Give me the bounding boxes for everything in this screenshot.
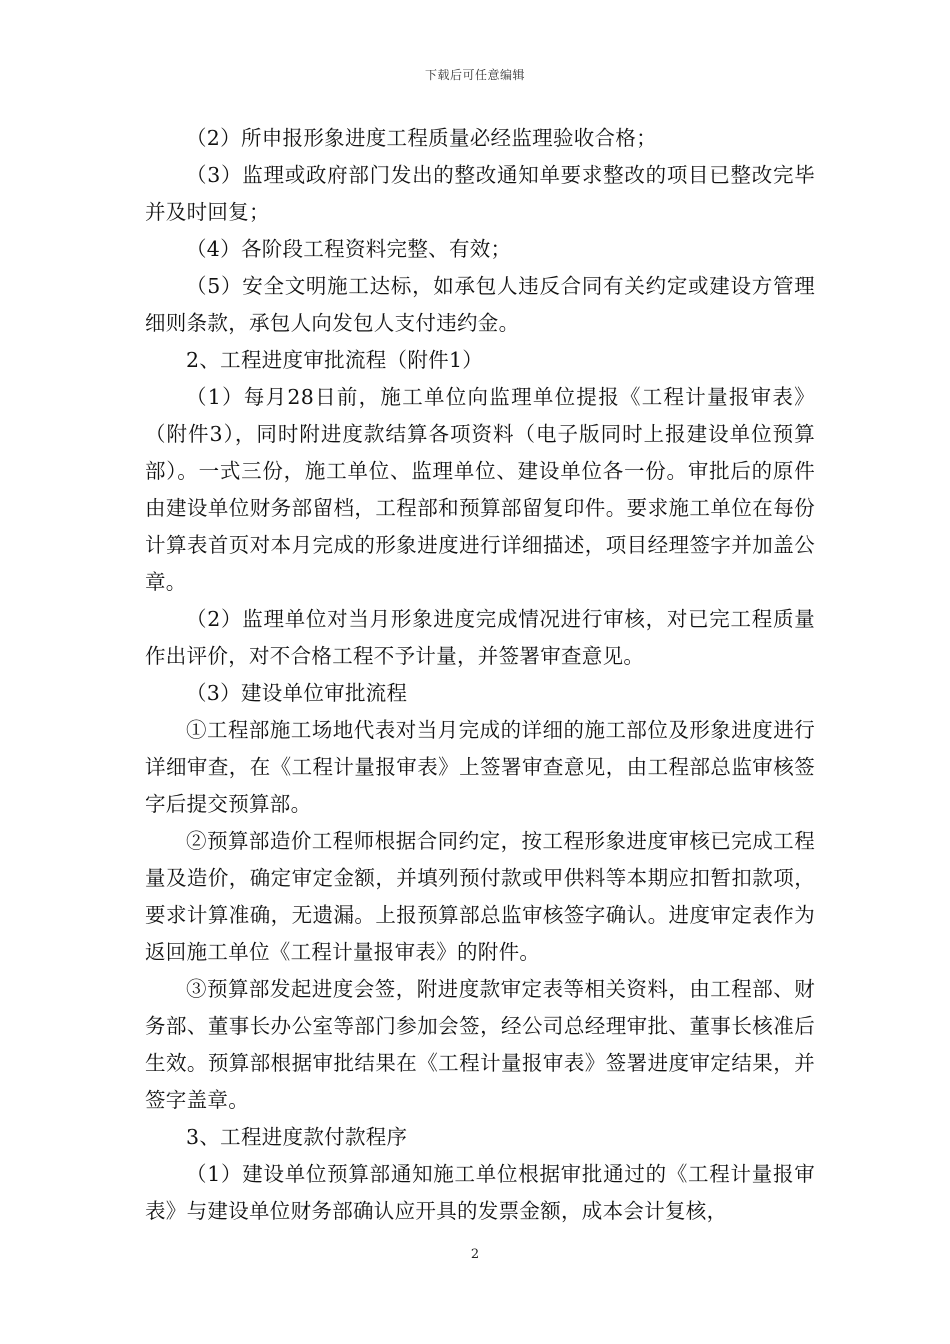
paragraph: ③预算部发起进度会签，附进度款审定表等相关资料，由工程部、财务部、董事长办公室等部门参加会签，经公司总经理审批、董事长核准后生效。预算部根据审批结果在《工程计量报审表》签署进度审定结果，并签字盖章。 bbox=[145, 977, 815, 1112]
paragraph: （1）每月28日前，施工单位向监理单位提报《工程计量报审表》（附件3），同时附进度款结算各项资料（电子版同时上报建设单位预算部）。一式三份，施工单位、监理单位、建设单位各一份。审批后的原件由建设单位财务部留档，工程部和预算部留复印件。要求施工单位在每份计算表首页对本月完成的形象进度进行详细描述，项目经理签字并加盖公章。 bbox=[145, 385, 815, 594]
section-heading: 3、工程进度款付款程序 bbox=[186, 1125, 408, 1149]
paragraph: （1）建设单位预算部通知施工单位根据审批通过的《工程计量报审表》与建设单位财务部确认应开具的发票金额，成本会计复核， bbox=[145, 1162, 815, 1223]
paragraph: （2）所申报形象进度工程质量必经监理验收合格； bbox=[186, 126, 657, 150]
document-body bbox=[145, 120, 815, 1230]
paragraph: ②预算部造价工程师根据合同约定，按工程形象进度审核已完成工程量及造价，确定审定金额，并填列预付款或甲供料等本期应扣暂扣款项，要求计算准确，无遗漏。上报预算部总监审核签字确认。进度审定表作为返回施工单位《工程计量报审表》的附件。 bbox=[145, 829, 815, 964]
paragraph: （4）各阶段工程资料完整、有效； bbox=[186, 237, 512, 261]
page-number: 2 bbox=[470, 1247, 480, 1262]
section-heading: 2、工程进度审批流程（附件1） bbox=[186, 348, 484, 372]
page-header: 下载后可任意编辑 bbox=[424, 68, 525, 82]
paragraph: （3）建设单位审批流程 bbox=[186, 681, 408, 705]
paragraph: （3）监理或政府部门发出的整改通知单要求整改的项目已整改完毕并及时回复； bbox=[145, 163, 815, 224]
paragraph: ①工程部施工场地代表对当月完成的详细的施工部位及形象进度进行详细审查，在《工程计量报审表》上签署审查意见，由工程部总监审核签字后提交预算部。 bbox=[145, 718, 815, 816]
paragraph: （2）监理单位对当月形象进度完成情况进行审核，对已完工程质量作出评价，对不合格工程不予计量，并签署审查意见。 bbox=[145, 607, 815, 668]
paragraph: （5）安全文明施工达标，如承包人违反合同有关约定或建设方管理细则条款，承包人向发包人支付违约金。 bbox=[145, 274, 815, 335]
